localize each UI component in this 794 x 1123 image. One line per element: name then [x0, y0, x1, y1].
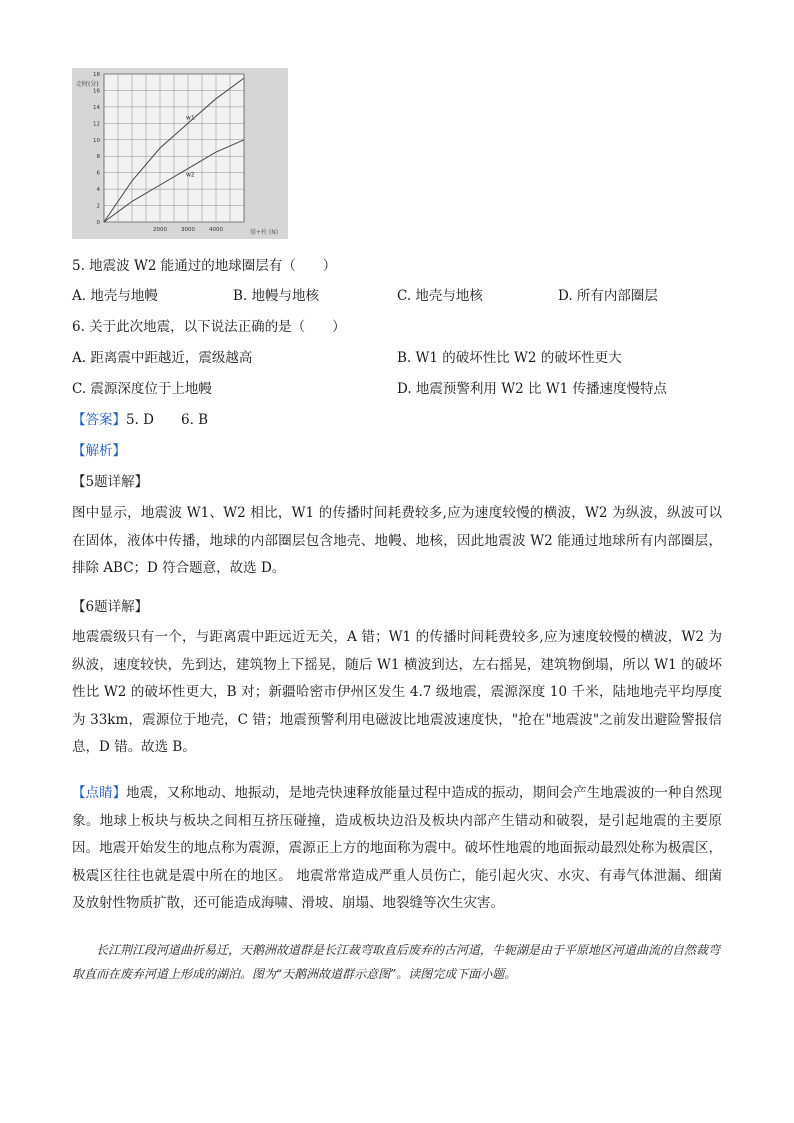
detail-5-label: 【5题详解】 [72, 474, 149, 490]
y-tick-label: 16 [93, 88, 100, 95]
y-tick-label: 6 [96, 170, 100, 177]
y-tick-label: 10 [93, 137, 100, 144]
q6-option-a: A. 距离震中距越近，震级越高 [72, 350, 253, 366]
detail-6-text: 地震震级只有一个，与距离震中距远近无关，A 错；W1 的传播时间耗费较多,应为速度较慢的横波，W2 为纵波，速度较快，先到达，建筑物上下摇晃，随后 W1 横波到达，左右摇晃，建筑物倒塌，所以 W1 的破坏性比 W2 的破坏性更大，B 对；新疆哈密市伊州区发生 4.7 级地震，震源深度 10 千米，陆地地壳平均厚度为 33km，震源位于地壳，C 错；地震预警利用电磁波比地震波速度快，"抢在"地震波"之前发出避险警报信息，D 错。故选 B。 [72, 629, 722, 755]
y-tick-label: 2 [96, 203, 100, 210]
detail-6-label: 【6题详解】 [72, 599, 149, 615]
y-tick-label: 4 [96, 187, 100, 194]
y-axis-label: 走时(分) [76, 81, 99, 88]
y-tick-label: 18 [93, 72, 100, 78]
y-tick-label: 12 [93, 121, 100, 128]
series-label-w1: w1 [186, 114, 195, 122]
q6-option-c: C. 震源深度位于上地幔 [72, 381, 212, 397]
q5-option-d: D. 所有内部圈层 [558, 288, 658, 304]
q6-option-b: B. W1 的破坏性比 W2 的破坏性更大 [397, 350, 622, 366]
q5-option-a: A. 地壳与地幔 [72, 288, 158, 304]
y-tick-label: 14 [93, 104, 100, 111]
tip-paragraph [72, 780, 722, 918]
y-tick-label: 8 [96, 154, 100, 161]
answer-label: 【答案】 [72, 412, 126, 428]
chart-svg [72, 68, 288, 239]
q6-option-d: D. 地震预警利用 W2 比 W1 传播速度慢特点 [397, 381, 668, 397]
x-tick-label: 4000 [209, 227, 223, 233]
x-tick-label: 3000 [181, 227, 195, 233]
q5-option-c: C. 地壳与地核 [397, 288, 483, 304]
answer-line [72, 411, 208, 429]
q5-option-b: B. 地幔与地核 [233, 288, 320, 304]
chart-watermark: 鼎+柱 (N) [250, 229, 279, 236]
tip-label: 【点睛】 [72, 785, 127, 801]
seismic-wave-chart [72, 68, 288, 239]
series-label-w2: w2 [186, 171, 195, 179]
question-5-stem: 5. 地震波 W2 能通过的地球圈层有（ ） [72, 258, 337, 274]
analysis-label: 【解析】 [72, 443, 126, 459]
question-6-stem: 6. 关于此次地震，以下说法正确的是（ ） [72, 319, 346, 335]
answer-text: 5. D 6. B [126, 412, 209, 428]
y-tick-label: 0 [96, 220, 100, 226]
x-tick-label: 2000 [153, 227, 167, 233]
next-question-intro: 长江荆江段河道曲折易迁，天鹅洲故道群是长江裁弯取直后废弃的古河道，牛轭湖是由于平原地区河道曲流的自然裁弯取直而在废弃河道上形成的湖泊。图为“天鹅洲故道群示意图”。读图完成下面小题。 [72, 943, 721, 981]
tip-text: 地震，又称地动、地振动，是地壳快速释放能量过程中造成的振动，期间会产生地震波的一种自然现象。地球上板块与板块之间相互挤压碰撞，造成板块边沿及板块内部产生错动和破裂，是引起地震的主要原因。地震开始发生的地点称为震源，震源正上方的地面称为震中。破坏性地震的地面振动最烈处称为极震区，极震区往往也就是震中所在的地区。 地震常常造成严重人员伤亡，能引起火灾、水灾、有毒气体泄漏、细菌及放射性物质扩散，还可能造成海啸、滑坡、崩塌、地裂缝等次生灾害。 [72, 785, 723, 911]
detail-5-text: 图中显示，地震波 W1、W2 相比，W1 的传播时间耗费较多,应为速度较慢的横波，W2 为纵波，纵波可以在固体，液体中传播，地球的内部圈层包含地壳、地幔、地核，因此地震波 W2 能通过地球所有内部圈层，排除 ABC；D 符合题意，故选 D。 [72, 505, 722, 576]
